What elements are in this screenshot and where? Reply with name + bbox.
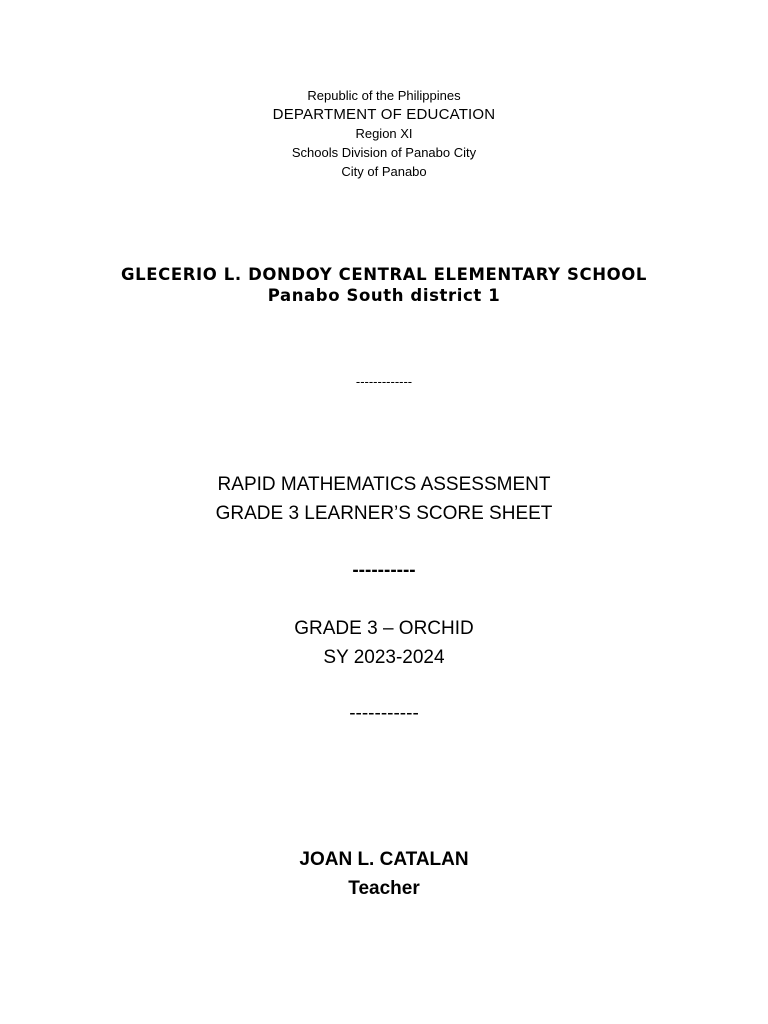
school-year: SY 2023-2024 [323,647,445,668]
school-district: Panabo South district 1 [267,286,501,305]
grade-section: GRADE 3 – ORCHID [294,618,474,639]
separator-first: ------------- [355,374,413,389]
teacher-name: JOAN L. CATALAN [299,849,469,870]
assessment-title: RAPID MATHEMATICS ASSESSMENT [217,474,551,495]
city-line: City of Panabo [341,164,427,179]
republic-line: Republic of the Philippines [307,88,461,103]
department-line: DEPARTMENT OF EDUCATION [272,106,496,123]
separator-second: ---------- [352,560,416,581]
region-line: Region XI [355,126,413,141]
teacher-role: Teacher [348,878,420,899]
score-sheet-title: GRADE 3 LEARNER’S SCORE SHEET [215,503,553,524]
division-line: Schools Division of Panabo City [291,145,477,160]
separator-third: ----------- [349,703,419,724]
school-name: GLECERIO L. DONDOY CENTRAL ELEMENTARY SCHOOL [121,265,647,284]
